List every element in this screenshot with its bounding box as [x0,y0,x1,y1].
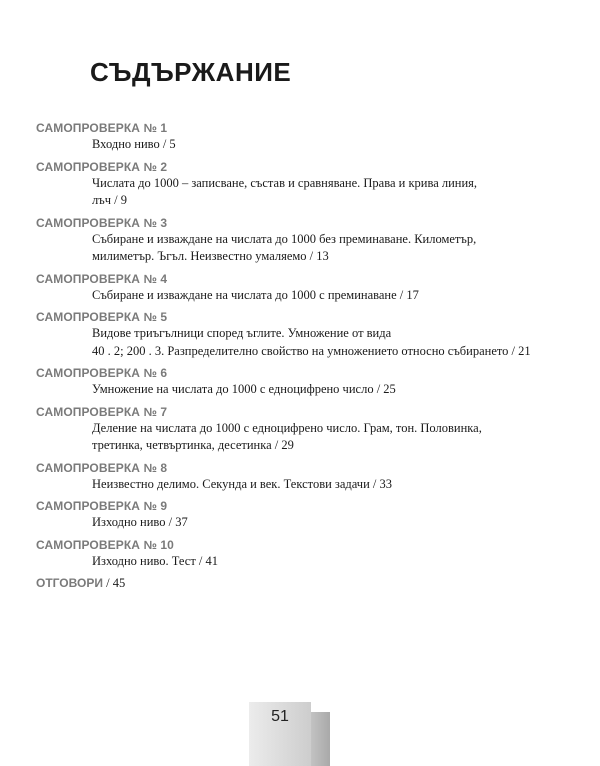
toc-entry-description [92,381,540,399]
toc-entry-line: лъч / 9 [92,193,127,207]
toc-entry-heading: САМОПРОВЕРКА № 9 [36,499,168,513]
toc-entry-line: Умножение на числата до 1000 с едноцифрено число / 25 [92,382,396,396]
toc-entry-line: Неизвестно делимо. Секунда и век. Текстови задачи / 33 [92,476,393,491]
toc-entry-line: Видове триъгълници според ъглите. Умножение от вида [92,326,392,340]
toc-entry-description [92,287,540,305]
toc-entry-line: Събиране и изваждане на числата до 1000 без преминаване. Километър, [92,231,477,246]
toc-entry[interactable] [36,120,576,154]
toc-entry-heading: САМОПРОВЕРКА № 1 [36,121,168,135]
toc-entry[interactable] [36,159,576,210]
toc-entry[interactable] [36,365,576,399]
toc-entry-line: Входно ниво / 5 [92,137,176,151]
toc-entry-line: милиметър. Ъгъл. Неизвестно умаляемо / 13 [92,249,329,263]
toc-entry-heading: САМОПРОВЕРКА № 8 [36,460,168,475]
toc-entry-heading: САМОПРОВЕРКА № 10 [36,537,174,552]
toc-entry-heading: САМОПРОВЕРКА № 3 [36,215,168,230]
page-number: 51 [271,708,289,725]
toc-entry-answers[interactable] [36,575,576,591]
toc-entry[interactable] [36,215,576,266]
toc-entry[interactable] [36,271,576,305]
toc-entry-description [92,175,540,210]
toc-entry-description [92,476,540,494]
toc-entry-line: Събиране и изваждане на числата до 1000 с преминаване / 17 [92,287,419,302]
toc-entry-line: третинка, четвъртинка, десетинка / 29 [92,438,294,452]
toc-entry-heading: САМОПРОВЕРКА № 6 [36,366,168,380]
toc-entry-line: Изходно ниво / 37 [92,515,188,529]
toc-entry-heading: САМОПРОВЕРКА № 5 [36,310,168,324]
toc-entry[interactable] [36,498,576,532]
toc-entry-line: Изходно ниво. Тест / 41 [92,553,219,568]
toc-entry-line: Деление на числата до 1000 с едноцифрено число. Грам, тон. Половинка, [92,420,482,435]
toc-entry-line: 40 . 2; 200 . 3. Разпределително свойство на умножението относно събирането / 21 [92,343,531,358]
toc-entry-heading: САМОПРОВЕРКА № 4 [36,271,168,286]
toc-entry-description [92,231,540,266]
answers-page: / 45 [102,576,126,590]
toc-entry-description [92,420,540,455]
page-title: СЪДЪРЖАНИЕ [90,57,292,87]
answers-label: ОТГОВОРИ [36,576,103,590]
toc-entry-line: Числата до 1000 – записване, състав и сравняване. Права и крива линия, [92,175,478,190]
toc-entry[interactable] [36,537,576,571]
toc-entry[interactable] [36,460,576,494]
toc-entry-heading: САМОПРОВЕРКА № 2 [36,159,168,174]
toc-entry[interactable] [36,404,576,455]
toc-entry-description [92,325,540,360]
toc-entry-description [92,553,540,571]
toc-entry-description [92,136,540,154]
toc-entry-heading: САМОПРОВЕРКА № 7 [36,404,168,419]
table-of-contents [36,120,576,596]
toc-entry-description [92,514,540,532]
toc-entry[interactable] [36,309,576,360]
